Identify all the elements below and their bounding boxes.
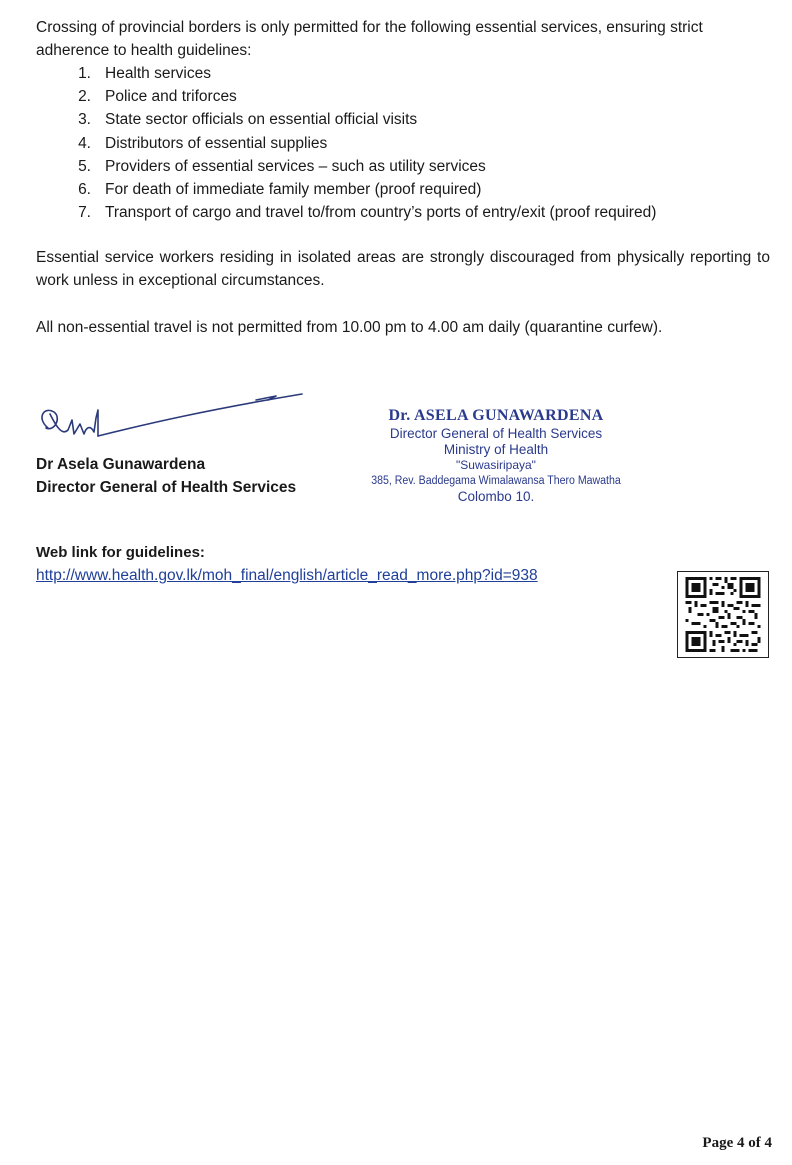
list-item <box>36 85 770 108</box>
list-item-text: State sector officials on essential official visits <box>105 111 418 129</box>
list-item <box>36 132 770 155</box>
stamp-ministry: Ministry of Health <box>443 442 549 457</box>
stamp-name: Dr. ASELA GUNAWARDENA <box>388 407 604 424</box>
signer-title: Director General of Health Services <box>36 479 297 496</box>
list-item-number: 5. <box>78 157 91 175</box>
stamp-address: 385, Rev. Baddegama Wimalawansa Thero Mawatha <box>371 475 621 487</box>
list-item-text: Health services <box>105 65 211 82</box>
list-item-number: 1. <box>78 65 91 82</box>
signer-name: Dr Asela Gunawardena <box>36 456 206 473</box>
guidelines-link[interactable]: http://www.health.gov.lk/moh_final/english/article_read_more.php?id=938 <box>36 567 538 584</box>
stamp-city: Colombo 10. <box>457 489 535 504</box>
list-item-number: 6. <box>78 181 91 199</box>
list-item-text: Providers of essential services – such as utility services <box>105 157 486 175</box>
official-stamp <box>346 406 646 505</box>
list-item-number: 4. <box>78 134 91 152</box>
qr-code <box>677 571 769 658</box>
list-item-number: 3. <box>78 111 91 129</box>
list-item-text: Police and triforces <box>105 88 237 106</box>
workers-paragraph: Essential service workers residing in isolated areas are strongly discouraged from physically reporting to work unless in exceptional circumstances. <box>36 249 770 289</box>
list-item <box>36 155 770 178</box>
list-item-number: 2. <box>78 88 91 106</box>
signer-block <box>36 453 296 499</box>
list-item <box>36 178 770 201</box>
intro-paragraph: Crossing of provincial borders is only permitted for the following essential services, ensuring strict adherence to health guidelines: <box>36 19 703 59</box>
list-item <box>36 108 770 131</box>
handwritten-signature <box>6 388 306 458</box>
stamp-building: "Suwasiripaya" <box>456 458 536 472</box>
curfew-paragraph: All non-essential travel is not permitted from 10.00 pm to 4.00 am daily (quarantine curfew). <box>36 319 663 336</box>
list-item-text: For death of immediate family member (proof required) <box>105 181 482 199</box>
web-link-label: Web link for guidelines: <box>36 544 205 561</box>
list-item <box>36 62 770 85</box>
list-item-text: Distributors of essential supplies <box>105 134 328 152</box>
qr-code-icon <box>685 577 761 652</box>
list-item <box>36 201 770 224</box>
stamp-title: Director General of Health Services <box>389 426 603 441</box>
essential-services-list <box>36 62 770 224</box>
list-item-text: Transport of cargo and travel to/from country’s ports of entry/exit (proof required) <box>105 204 657 222</box>
page-number: Page 4 of 4 <box>702 1135 772 1151</box>
list-item-number: 7. <box>78 204 91 222</box>
